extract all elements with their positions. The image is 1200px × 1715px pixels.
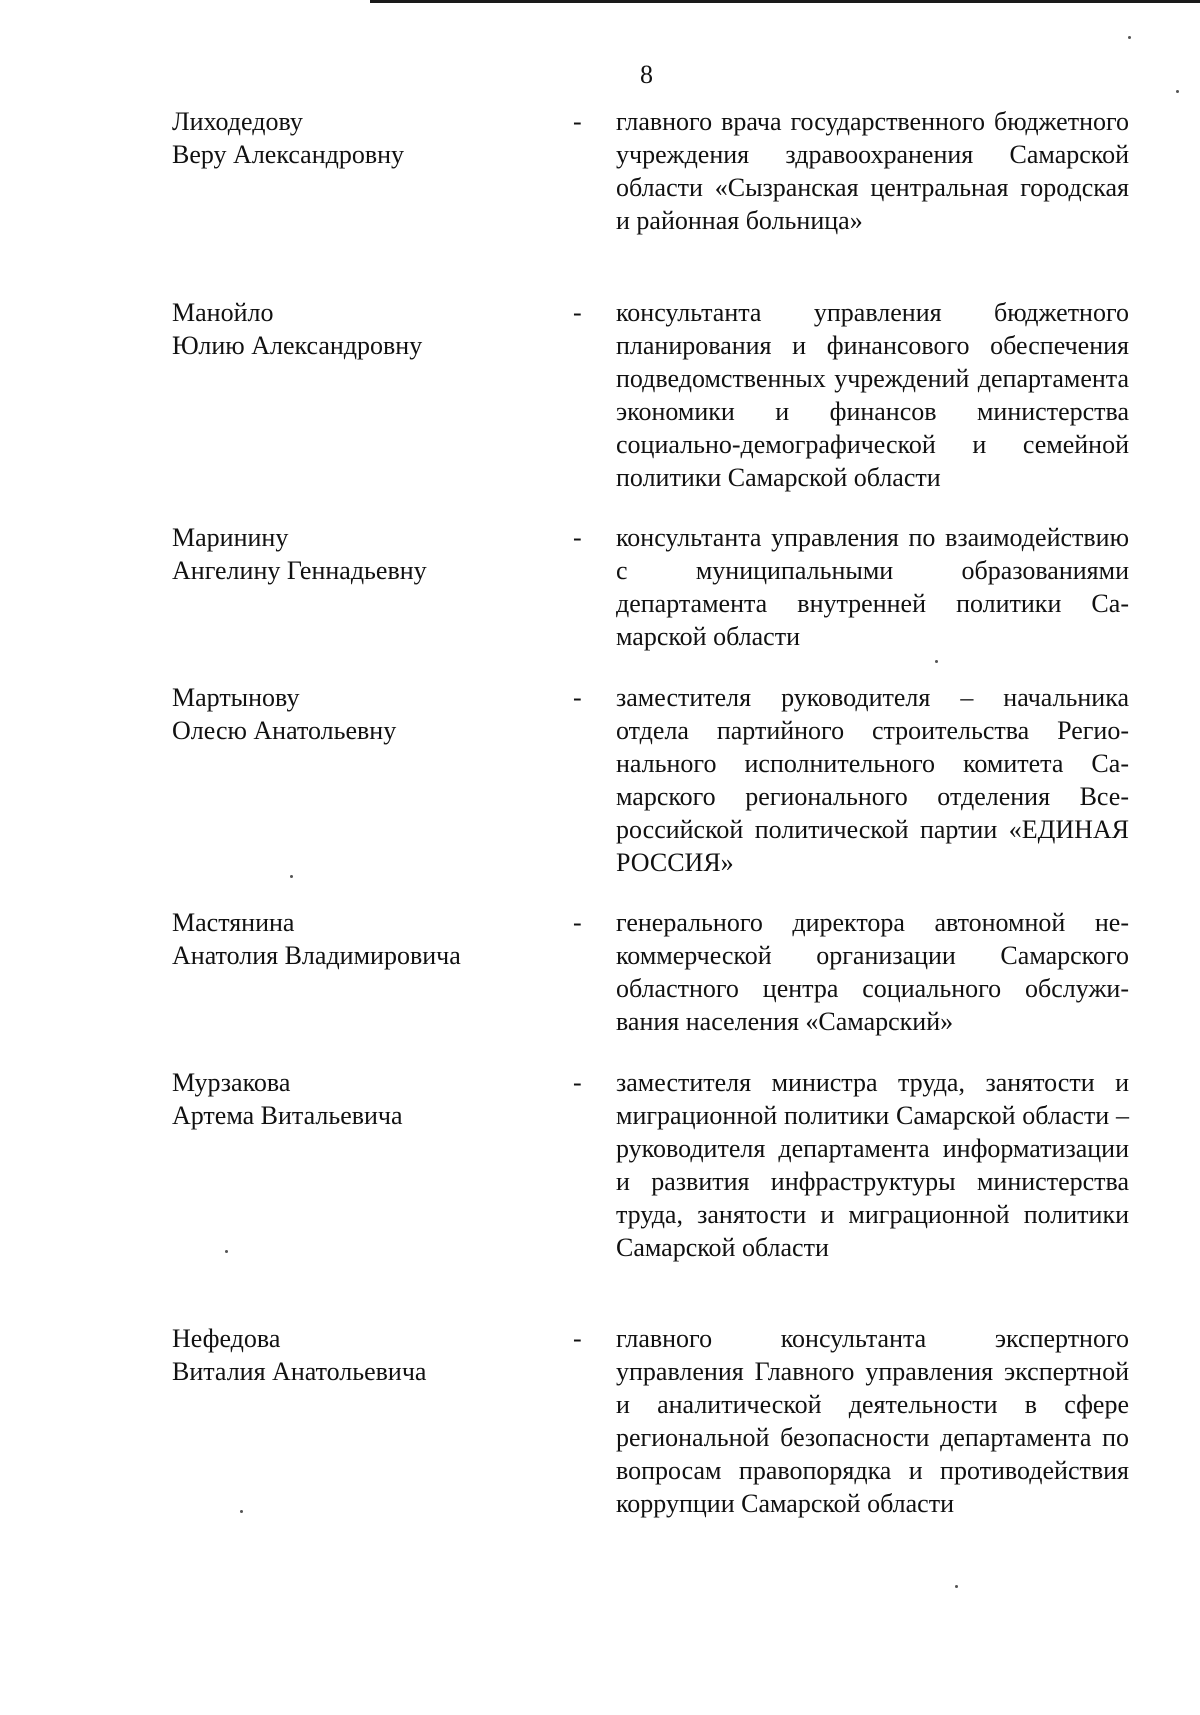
person-name (172, 1066, 532, 1132)
position-description: консультанта управления бюджетного планирования и финансового обеспечения подведомственных учреждений департамента экономики и финансов министерства социально-демографической и семейной политики Самарской области (616, 298, 1129, 492)
position-description: консультанта управления по взаимодействию с муниципальными образованиями департамента внутренней политики Самарской области (616, 523, 1129, 651)
entry-dash: - (573, 1324, 582, 1353)
person-given-names: Олесю Анатольевну (172, 716, 397, 745)
scan-speck (935, 660, 938, 663)
position-description: главного консультанта экспертного управления Главного управления экспертной и аналитической деятельности в сфере региональной безопасности департамента по вопросам правопорядка и противодействия коррупции Самарской области (616, 1324, 1129, 1518)
position-description: заместителя руководителя – начальника отдела партийного строительства Регионального исполнительного комитета Самарского регионального отделения Всероссийской политической партии «ЕДИНАЯ РОССИЯ» (616, 683, 1129, 877)
entry-dash: - (573, 908, 582, 937)
entry-dash: - (573, 1068, 582, 1097)
person-given-names: Веру Александровну (172, 140, 405, 169)
person-given-names: Ангелину Геннадьевну (172, 556, 427, 585)
person-surname: Маринину (172, 523, 289, 552)
person-given-names: Анатолия Владимировича (172, 941, 461, 970)
person-given-names: Виталия Анатольевича (172, 1357, 427, 1386)
scan-speck (1128, 36, 1131, 39)
scan-speck (955, 1585, 958, 1588)
entry-dash: - (573, 298, 582, 327)
person-surname: Нефедова (172, 1324, 281, 1353)
position-description: главного врача государственного бюджетного учреждения здравоохранения Самарской области «Сызранская центральная городская и районная больница» (616, 107, 1129, 235)
person-name (172, 105, 532, 171)
person-name (172, 521, 532, 587)
person-surname: Мурзакова (172, 1068, 291, 1097)
entry-dash: - (573, 683, 582, 712)
person-surname: Мастянина (172, 908, 295, 937)
person-name (172, 1322, 532, 1388)
person-surname: Мартынову (172, 683, 300, 712)
person-given-names: Артема Витальевича (172, 1101, 403, 1130)
scan-speck (240, 1510, 243, 1513)
person-name (172, 296, 532, 362)
person-given-names: Юлию Александровну (172, 331, 423, 360)
person-name (172, 906, 532, 972)
top-border-line (370, 0, 1200, 3)
page-number: 8 (640, 60, 653, 89)
person-name (172, 681, 532, 747)
scan-speck (225, 1250, 228, 1253)
entry-dash: - (573, 107, 582, 136)
position-description: генерального директора автономной некоммерческой организации Самарского областного центра социального обслуживания населения «Самарский» (616, 908, 1129, 1036)
person-surname: Манойло (172, 298, 274, 327)
scan-speck (1176, 90, 1179, 93)
person-surname: Лиходедову (172, 107, 303, 136)
scan-speck (290, 875, 293, 878)
position-description: заместителя министра труда, занятости и миграционной политики Самарской области – руководителя департамента информатизации и развития инфраструктуры министерства труда, занятости и миграционной политики Самарской области (616, 1068, 1129, 1262)
entry-dash: - (573, 523, 582, 552)
